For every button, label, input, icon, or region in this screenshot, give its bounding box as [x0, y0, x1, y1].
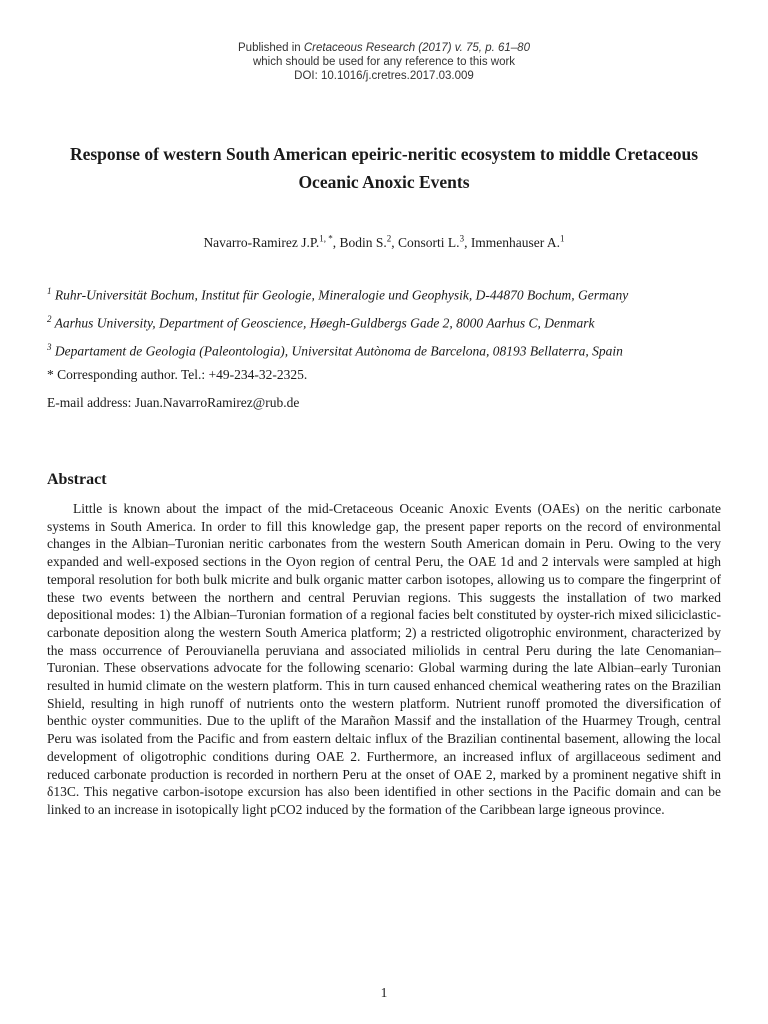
affiliation-2: $^2$ Aarhus University, Department of Geoscience, Høegh-Guldbergs Gade 2, 8000 Aarhus C, Denmark [47, 314, 595, 331]
abstract-heading: Abstract [47, 471, 107, 488]
email-address: E-mail address: Juan.NavarroRamirez@rub.de [47, 395, 300, 410]
author: Immenhauser A.$^1$ [470, 233, 565, 250]
author: Bodin S.$^2$, [339, 233, 399, 250]
author: Consorti L.$^3$, [398, 233, 471, 250]
doi-line: DOI: 10.1016/j.cretres.2017.03.009 [294, 70, 474, 82]
publication-note [0, 41, 768, 83]
publication-line-1: Published in Cretaceous Research (2017) v. 75, p. 61–80 [238, 42, 530, 54]
affiliation-1: $^1$ Ruhr-Universität Bochum, Institut für Geologie, Mineralogie und Geophysik, D-44870 Bochum, Germany [47, 286, 629, 303]
paper-title: Response of western South American epeiric-neritic ecosystem to middle Cretaceous Oceanic Anoxic Events [69, 144, 699, 192]
corresponding-author: * Corresponding author. Tel.: +49-234-32-2325. [47, 367, 308, 382]
publication-line-2: which should be used for any reference to this work [252, 56, 516, 68]
journal-reference: Cretaceous Research (2017) v. 75, p. 61–80 [303, 42, 530, 54]
author-list [0, 229, 768, 252]
author: Navarro-Ramirez J.P.$^{1, *}$, [203, 233, 340, 250]
abstract-text: Little is known about the impact of the mid-Cretaceous Oceanic Anoxic Events (OAEs) on the neritic carbonate systems in South America. In order to fill this knowledge gap, the present paper reports on the record of environmental changes in the Albian–Turonian neritic carbonates from the western South American domain in Peru. Owing to the very expanded and well-exposed sections in the Oyon region of central Peru, the OAE 1d and 2 intervals were sampled at high temporal resolution for both bulk micrite and bulk organic matter carbon isotopes, allowing us to compare the fingerprint of these two events between the northern and central Peruvian regions. This suggests the installation of two marked depositional modes: 1) the Albian–Turonian formation of a regional facies belt constituted by oyster-rich mixed siliciclastic-carbonate deposition along the western South America platform; 2) a restricted oligotrophic environment, characterized by the mass occurrence of Perouvianella peruviana and associated miliolids in central Peru during the late Cenomanian–Turonian. These observations advocate for the following scenario: Global warming during the late Albian–early Turonian resulted in humid climate on the western platform. This in turn caused enhanced chemical weathering rates on the Brazilian Shield, resulting in high runoff of nutrients onto the western platform. Nutrient runoff promoted the diversification of benthic oyster communities. Due to the uplift of the Marañon Massif and the installation of the Huarmey Trough, central Peru was isolated from the Pacific and from eastern deltaic influx of the Brazilian continental basement, allowing the local development of oligotrophic conditions during OAE 2. Furthermore, an increased influx of argillaceous sediment and reduced carbonate production is recorded in northern Peru at the onset of OAE 2, marked by a prominent negative shift in δ13C. This negative carbon-isotope excursion has also been identified in other sections in the Pacific domain and can be linked to an increase in isotopically light pCO2 induced by the formation of the Caribbean large igneous province. [47, 501, 721, 817]
page-number: 1 [380, 985, 388, 1000]
affiliation-3: $^3$ Departament de Geologia (Paleontologia), Universitat Autònoma de Barcelona, 08193 Bellaterra, Spain [47, 342, 623, 359]
